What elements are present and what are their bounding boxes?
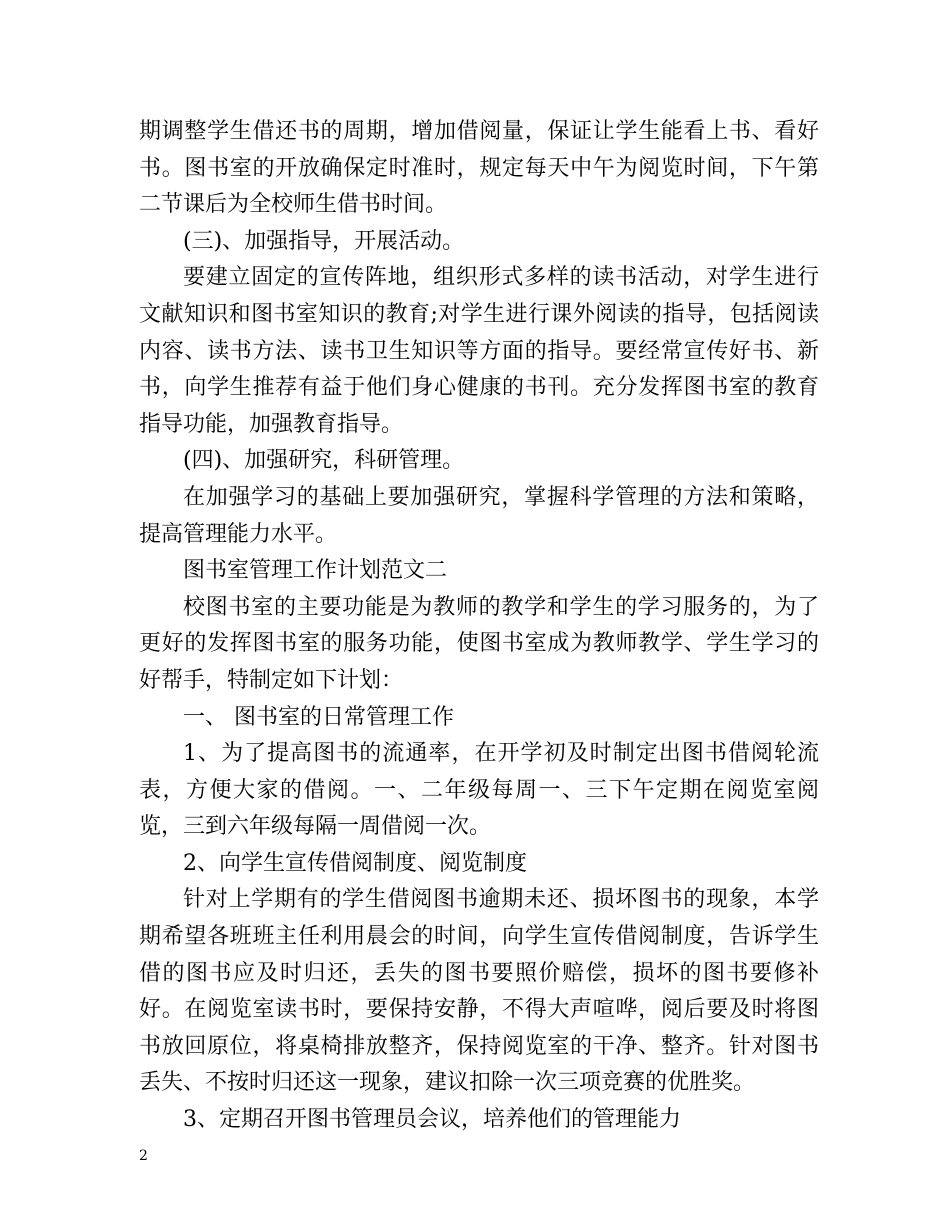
paragraph-research-ability: 在加强学习的基础上要加强研究，掌握科学管理的方法和策略，提高管理能力水平。 bbox=[139, 484, 819, 547]
paragraph-overdue-damage: 针对上学期有的学生借阅图书逾期未还、损坏图书的现象，本学期希望各班班主任利用晨会的时间，向学生宣传借阅制度，告诉学生借的图书应及时归还，丢失的图书要照价赔偿，损坏的图书要修补好。在阅览室读书时，要保持安静，不得大声喧哗，阅后要及时将图书放回原位，将桌椅排放整齐，保持阅览室的干净、整齐。针对图书丢失、不按时归还这一现象，建议扣除一次三项竞赛的优胜奖。 bbox=[139, 887, 819, 1096]
heading-guidance-activities: (三)、加强指导，开展活动。 bbox=[183, 228, 465, 254]
paragraph-item-2-rules: 2、向学生宣传借阅制度、阅览制度 bbox=[183, 850, 527, 876]
paragraph-borrow-cycle: 期调整学生借还书的周期，增加借阅量，保证让学生能看上书、看好书。图书室的开放确保定时准时，规定每天中午为阅览时间，下午第二节课后为全校师生借书时间。 bbox=[139, 119, 819, 218]
section-title-sample-two: 图书室管理工作计划范文二 bbox=[183, 558, 448, 584]
heading-daily-management: 一、 图书室的日常管理工作 bbox=[183, 704, 454, 730]
paragraph-item-1-circulation: 1、为了提高图书的流通率，在开学初及时制定出图书借阅轮流表，方便大家的借阅。一、二年级每周一、三下午定期在阅览室阅览，三到六年级每隔一周借阅一次。 bbox=[139, 741, 819, 840]
heading-research-management: (四)、加强研究，科研管理。 bbox=[183, 448, 465, 474]
paragraph-publicity-reading: 要建立固定的宣传阵地，组织形式多样的读书活动，对学生进行文献知识和图书室知识的教育;对学生进行课外阅读的指导，包括阅读内容、读书方法、读书卫生知识等方面的指导。要经常宣传好书、新书，向学生推荐有益于他们身心健康的书刊。充分发挥图书室的教育指导功能，加强教育指导。 bbox=[139, 265, 819, 437]
document-body bbox=[139, 114, 819, 1139]
paragraph-library-function: 校图书室的主要功能是为教师的教学和学生的学习服务的，为了更好的发挥图书室的服务功能，使图书室成为教师教学、学生学习的好帮手，特制定如下计划： bbox=[139, 594, 819, 693]
page-number: 2 bbox=[139, 1148, 148, 1164]
paragraph-item-3-meetings: 3、定期召开图书管理员会议，培养他们的管理能力 bbox=[183, 1107, 681, 1133]
